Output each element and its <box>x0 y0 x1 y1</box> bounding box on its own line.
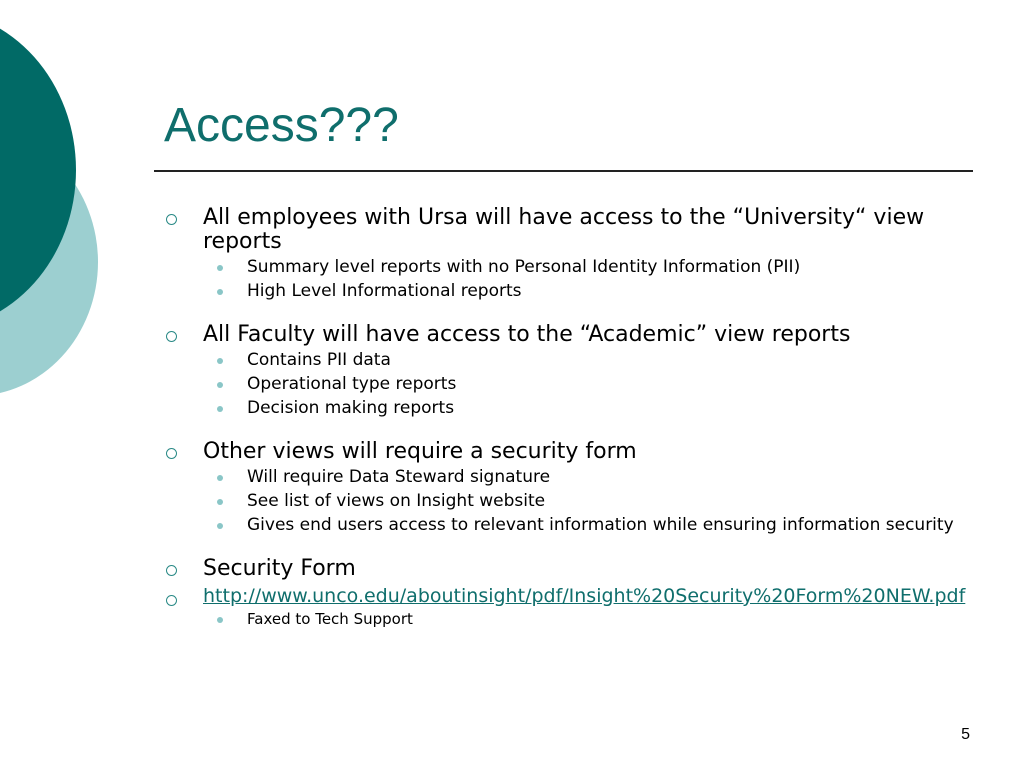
sub-bullet: Operational type reports <box>203 375 970 394</box>
sub-bullet: High Level Informational reports <box>203 282 970 301</box>
bullet-employees-access <box>160 206 970 301</box>
sub-bullet: See list of views on Insight website <box>203 492 970 511</box>
title-divider <box>154 170 973 172</box>
sub-bullet-list <box>203 610 970 628</box>
bullet-list <box>160 206 970 633</box>
sub-bullet: Decision making reports <box>203 399 970 418</box>
bullet-other-views <box>160 440 970 535</box>
sub-bullet-list <box>203 468 970 535</box>
sub-bullet: Summary level reports with no Personal Identity Information (PII) <box>203 258 970 277</box>
sub-bullet: Gives end users access to relevant information while ensuring information security <box>203 516 970 535</box>
bullet-security-form <box>160 557 970 581</box>
sub-bullet-list <box>203 351 970 418</box>
security-form-link[interactable]: http://www.unco.edu/aboutinsight/pdf/Insight%20Security%20Form%20NEW.pdf <box>203 585 966 607</box>
sub-bullet: Will require Data Steward signature <box>203 468 970 487</box>
bullet-faculty-access <box>160 323 970 418</box>
sub-bullet: Contains PII data <box>203 351 970 370</box>
sub-bullet-list <box>203 258 970 301</box>
bullet-security-form-link <box>160 587 970 628</box>
bullet-text: Security Form <box>203 556 356 581</box>
sub-bullet: Faxed to Tech Support <box>203 610 970 628</box>
bullet-text: All employees with Ursa will have access to the “University“ view reports <box>203 205 925 254</box>
bullet-text: Other views will require a security form <box>203 439 637 464</box>
page-number: 5 <box>961 726 970 743</box>
bullet-text: All Faculty will have access to the “Academic” view reports <box>203 322 851 347</box>
slide-title: Access??? <box>164 99 399 152</box>
